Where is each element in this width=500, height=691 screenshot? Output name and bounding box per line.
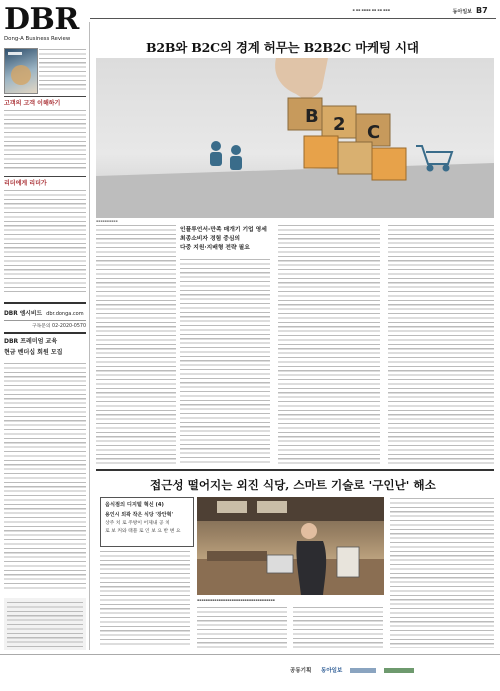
article1-body-col1 xyxy=(96,224,176,464)
sidebar-section-text xyxy=(4,189,86,292)
deck-line: 최종소비자 경험 중심의 xyxy=(180,236,241,242)
sidebar-divider xyxy=(4,96,86,97)
page-number: B7 xyxy=(476,6,488,15)
dbr-subscription-box xyxy=(4,302,86,329)
masthead-logo: DBR xyxy=(4,2,79,37)
block-number: 2 xyxy=(333,114,346,135)
sidebar-divider xyxy=(4,176,86,177)
series-box-title: 음식점의 디지털 혁신 (4) xyxy=(105,502,164,508)
magazine-cover-thumbnail xyxy=(4,48,38,94)
top-header-rule xyxy=(90,18,496,19)
series-box xyxy=(100,497,194,547)
deck-line: 다중 지원·지배형 전략 필요 xyxy=(180,245,250,251)
article2-body-col3 xyxy=(293,606,383,648)
cover-description-text xyxy=(39,48,86,92)
series-box-line: 용인시 외곽 작은 식당 '장안혁' xyxy=(105,512,173,518)
article1-body-col2 xyxy=(180,258,270,464)
sidebar-section-title: 리더에게 리더가 xyxy=(4,180,47,187)
education-title-block xyxy=(4,336,86,356)
article1-illustration xyxy=(96,58,494,218)
article2-body-col4 xyxy=(390,497,494,648)
issue-date-line: ▪ ▪▪ ▪▪▪▪ ▪▪ ▪▪ ▪▪▪ xyxy=(352,8,390,12)
footer-logo: 동아일보 xyxy=(321,668,343,674)
article1-deck xyxy=(180,226,272,253)
education-body-text xyxy=(4,362,86,592)
footer-label: 공동기획 xyxy=(290,668,312,674)
article1-body-col3 xyxy=(278,224,380,464)
article2-restaurant-photo xyxy=(197,497,384,595)
people-icon xyxy=(210,141,242,170)
masthead-subtitle: Dong-A Business Review xyxy=(4,36,71,42)
sidebar-section-text xyxy=(4,109,86,171)
photo-caption: ▪▪▪▪▪▪▪▪▪▪▪▪▪▪▪▪▪▪▪▪▪▪▪▪▪▪▪▪▪▪▪▪▪▪▪▪ xyxy=(197,598,275,602)
education-title: DBR 프레미엄 교육 xyxy=(4,338,58,345)
footer-rule xyxy=(0,654,500,655)
partner-logo xyxy=(350,668,376,673)
deck-line: 인플루언서-만족 매개기 기업 영세 xyxy=(180,227,267,233)
article2-body-col1 xyxy=(100,550,190,647)
illustration-caption: ▪▪▪▪▪▪▪▪▪▪ xyxy=(96,219,118,223)
subscription-url[interactable]: dbr.donga.com xyxy=(46,310,84,317)
column-divider xyxy=(89,22,90,650)
education-info-box xyxy=(4,598,86,650)
restaurant-scene-svg xyxy=(197,497,384,595)
article-separator xyxy=(96,469,494,471)
partner-logo xyxy=(384,668,414,673)
sidebar-heavy-rule xyxy=(4,332,86,334)
education-subtitle: 현금 벤더십 회원 모집 xyxy=(4,349,63,356)
article2-body-col2 xyxy=(197,606,287,648)
article1-headline: B2B와 B2C의 경계 허무는 B2B2C 마케팅 시대 xyxy=(146,40,419,55)
subscription-label: DBR 엠시비드 xyxy=(4,310,43,317)
wooden-blocks-svg xyxy=(96,58,494,218)
block-letter: C xyxy=(367,122,381,143)
issue-info: 동아일보 xyxy=(452,9,472,15)
sidebar-section-title: 고객의 고객 이해하기 xyxy=(4,100,61,107)
article2-headline: 접근성 떨어지는 외진 식당, 스마트 기술로 '구인난' 해소 xyxy=(150,478,436,492)
series-box-line: 로 보 커와 태블 로 인 보 요 반 변 요 xyxy=(105,529,181,534)
article1-body-col4 xyxy=(388,224,494,464)
masthead xyxy=(4,2,86,42)
footer-partners xyxy=(290,666,495,678)
series-box-line: 상주 치 로 주방이 어제내 공 치 xyxy=(105,521,170,526)
block-letter: B xyxy=(305,106,319,127)
subscription-phone: 구독문의 02-2020-0570 xyxy=(31,324,86,329)
